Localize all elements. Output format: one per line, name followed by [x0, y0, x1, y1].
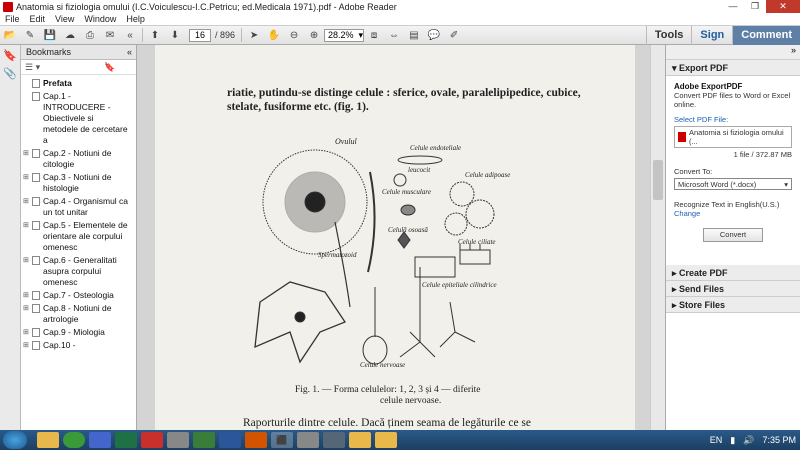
- bookmark-label: Cap.3 - Notiuni de histologie: [43, 172, 112, 193]
- excel-icon[interactable]: [115, 432, 137, 448]
- export-pdf-label: Export PDF: [679, 63, 729, 73]
- store-files-label: Store Files: [679, 300, 726, 310]
- send-files-header[interactable]: ▸ Send Files: [666, 281, 800, 297]
- network-icon[interactable]: ▮: [730, 434, 736, 445]
- open-icon[interactable]: 📂: [3, 29, 17, 41]
- menu-file[interactable]: File: [5, 14, 20, 24]
- bookmark-page-icon: [32, 173, 40, 182]
- bookmark-label: Cap.4 - Organismul ca un tot unitar: [43, 196, 129, 217]
- volume-icon[interactable]: 🔊: [743, 434, 755, 445]
- clock[interactable]: 7:35 PM: [762, 435, 796, 445]
- expand-icon[interactable]: ⊞: [23, 305, 29, 312]
- expand-icon[interactable]: ⊞: [23, 150, 29, 157]
- change-link[interactable]: Change: [674, 209, 701, 218]
- bookmark-label: Cap.7 - Osteologia: [43, 290, 114, 300]
- pdf-file-icon: [678, 132, 686, 142]
- store-files-header[interactable]: ▸ Store Files: [666, 297, 800, 313]
- folder-icon[interactable]: [349, 432, 371, 448]
- print-icon[interactable]: ⎙: [86, 29, 94, 41]
- bookmark-item[interactable]: [21, 195, 136, 219]
- chrome-icon[interactable]: [63, 432, 85, 448]
- zoom-out-icon[interactable]: ⊖: [289, 29, 299, 41]
- expand-icon[interactable]: [23, 91, 32, 146]
- zoom-dropdown[interactable]: [324, 29, 364, 42]
- expand-icon[interactable]: ⊞: [23, 342, 29, 349]
- collapse-icon[interactable]: «: [127, 29, 133, 41]
- bookmark-label: Cap.6 - Generalitati asupra corpului omenesc: [43, 255, 117, 287]
- expand-icon[interactable]: ⊞: [23, 257, 29, 264]
- menu-edit[interactable]: Edit: [29, 14, 46, 24]
- bookmark-page-icon: [32, 149, 40, 158]
- figure-caption: celule nervoase.: [380, 396, 442, 406]
- menu-bar: [0, 13, 800, 26]
- close-panel-icon[interactable]: «: [126, 47, 132, 57]
- title-bar: [0, 0, 800, 13]
- bookmark-item[interactable]: [21, 147, 136, 171]
- bookmark-page-icon: [32, 328, 40, 337]
- create-pdf-icon[interactable]: ✎: [25, 29, 35, 41]
- explorer-icon[interactable]: [37, 432, 59, 448]
- label-endothelial: Celule endoteliale: [410, 144, 462, 152]
- bookmark-page-icon: [32, 341, 40, 350]
- bookmark-label: Prefata: [43, 78, 72, 88]
- toolbar: [0, 26, 800, 45]
- read-mode-icon[interactable]: ▤: [409, 29, 419, 41]
- exportpdf-description: Convert PDF files to Word or Excel online.: [674, 91, 791, 109]
- expand-icon[interactable]: [23, 78, 32, 89]
- sticky-note-icon[interactable]: 💬: [427, 29, 441, 41]
- convert-button[interactable]: Convert: [703, 228, 763, 242]
- hand-tool-icon[interactable]: ✋: [267, 29, 281, 41]
- bookmark-item[interactable]: [21, 90, 136, 147]
- chevron-down-icon: ▾: [784, 179, 788, 189]
- bookmark-item[interactable]: [21, 326, 136, 339]
- menu-help[interactable]: Help: [126, 14, 145, 24]
- selected-file[interactable]: [674, 126, 792, 148]
- bookmark-item[interactable]: [21, 289, 136, 302]
- bookmark-item[interactable]: [21, 171, 136, 195]
- bookmark-item[interactable]: [21, 219, 136, 254]
- label-muscle: Celule musculare: [382, 188, 431, 196]
- label-bone-cell: Celulă osoasă: [388, 226, 428, 234]
- navigation-pane-tools: [0, 45, 21, 430]
- convert-format-value: Microsoft Word (*.docx): [678, 179, 757, 189]
- app-icon[interactable]: [141, 432, 163, 448]
- bookmark-page-icon: [32, 304, 40, 313]
- app-icon[interactable]: [89, 432, 111, 448]
- app-icon[interactable]: [245, 432, 267, 448]
- figure-caption: Fig. 1. — Forma celulelor: 1, 2, 3 și 4 — diferite: [295, 385, 481, 395]
- folder-icon[interactable]: [375, 432, 397, 448]
- paragraph-line: stelate, fusiforme etc. (fig. 1).: [227, 101, 369, 113]
- bookmarks-panel-icon[interactable]: 🔖: [3, 50, 17, 62]
- bookmark-item[interactable]: [21, 302, 136, 326]
- label-spermatozoid: Spermatozoid: [318, 251, 357, 259]
- convert-format-select[interactable]: [674, 178, 792, 190]
- exportpdf-title: Adobe ExportPDF: [674, 82, 743, 91]
- expand-icon[interactable]: ⊞: [23, 198, 29, 205]
- bookmark-item[interactable]: [21, 254, 136, 289]
- app-icon[interactable]: [297, 432, 319, 448]
- label-leucocyte: leucocit: [408, 166, 431, 174]
- chevron-down-icon: ▾: [358, 29, 364, 40]
- paragraph-line: riatie, putindu-se distinge celule : sferice, ovale, paralelipipedice, cubice,: [227, 87, 581, 99]
- sign-button[interactable]: Sign: [691, 26, 732, 45]
- start-button[interactable]: [3, 431, 27, 449]
- bookmarks-title: Bookmarks: [26, 47, 72, 57]
- fit-page-icon[interactable]: ⧈: [370, 29, 378, 41]
- expand-icon[interactable]: ⊞: [23, 174, 29, 181]
- app-icon[interactable]: [167, 432, 189, 448]
- language-indicator[interactable]: EN: [709, 435, 723, 445]
- pdf-page: [155, 45, 635, 430]
- bookmark-label: Cap.1 - INTRODUCERE - Obiectivele si metodele de cercetare a: [43, 91, 128, 145]
- send-files-label: Send Files: [679, 284, 725, 294]
- bookmark-page-icon: [32, 92, 40, 101]
- minimize-button[interactable]: —: [728, 1, 738, 11]
- window-title: Anatomia si fiziologia omului (I.C.Voiculescu-I.C.Petricu; ed.Medicala 1971).pdf - Adobe Reader: [16, 1, 397, 12]
- tools-button[interactable]: Tools: [646, 26, 692, 45]
- toolbar-divider: [142, 28, 143, 42]
- page-count: / 896: [215, 30, 236, 40]
- bookmark-page-icon: [32, 256, 40, 265]
- export-pdf-header[interactable]: ▾ Export PDF: [666, 60, 800, 76]
- bookmark-label: Cap.8 - Notiuni de artrologie: [43, 303, 112, 324]
- collapse-pane-icon[interactable]: »: [666, 45, 800, 60]
- maximize-button[interactable]: ❐: [750, 1, 760, 11]
- bookmark-item[interactable]: [21, 339, 136, 352]
- zoom-value: 28.2%: [328, 29, 354, 40]
- word-icon[interactable]: [219, 432, 241, 448]
- email-icon[interactable]: ✉: [105, 29, 115, 41]
- windows-taskbar: [0, 430, 800, 450]
- save-icon[interactable]: 💾: [43, 29, 57, 41]
- page-number-input[interactable]: 16: [189, 29, 211, 42]
- bookmark-page-icon: [32, 291, 40, 300]
- bookmark-label: Cap.10 -: [43, 340, 76, 350]
- new-bookmark-icon[interactable]: 🔖: [104, 61, 116, 72]
- bookmark-item[interactable]: [21, 77, 136, 90]
- prev-page-icon[interactable]: ⬆: [150, 29, 160, 41]
- label-cylindrical: Celule epiteliale cilindrice: [422, 281, 497, 289]
- expand-icon[interactable]: ⊞: [23, 329, 29, 336]
- label-ovul: Ovulul: [335, 137, 357, 146]
- vertical-scrollbar[interactable]: [650, 45, 665, 430]
- convert-to-label: Convert To:: [674, 167, 713, 176]
- expand-icon[interactable]: ⊞: [23, 222, 29, 229]
- tools-pane: [665, 45, 800, 430]
- options-icon[interactable]: ☰ ▾: [25, 61, 41, 72]
- create-pdf-header[interactable]: ▸ Create PDF: [666, 265, 800, 281]
- bookmark-page-icon: [32, 197, 40, 206]
- highlight-icon[interactable]: ✐: [449, 29, 459, 41]
- upload-cloud-icon[interactable]: ☁: [65, 29, 75, 41]
- attachments-icon[interactable]: 📎: [3, 68, 17, 80]
- label-ciliate: Celule ciliate: [458, 238, 496, 246]
- zoom-in-icon[interactable]: ⊕: [309, 29, 319, 41]
- adobe-reader-taskbar-icon[interactable]: ⬛: [271, 432, 293, 448]
- bookmark-page-icon: [32, 79, 40, 88]
- paragraph-line: Raporturile dintre celule. Dacă ținem seama de legăturile ce se: [243, 417, 532, 429]
- scroll-thumb[interactable]: [653, 160, 663, 200]
- create-pdf-label: Create PDF: [679, 268, 728, 278]
- cell-forms-figure: [250, 132, 530, 372]
- label-nerve-cells: Celule nervoase: [360, 361, 406, 369]
- toolbar-divider: [241, 28, 242, 42]
- file-name: Anatomia si fiziologia omului (...: [689, 128, 784, 146]
- recognize-text-label: Recognize Text in English(U.S.): [674, 200, 780, 209]
- select-file-label: Select PDF File:: [674, 115, 729, 124]
- expand-icon[interactable]: ⊞: [23, 292, 29, 299]
- next-page-icon[interactable]: ⬇: [170, 29, 180, 41]
- select-cursor-icon[interactable]: ➤: [249, 29, 259, 41]
- document-view[interactable]: [137, 45, 665, 430]
- bookmark-label: Cap.5 - Elementele de orientare ale corpului omenesc: [43, 220, 128, 252]
- label-adipose: Celule adipoase: [465, 171, 511, 179]
- app-icon[interactable]: [323, 432, 345, 448]
- fit-width-icon[interactable]: ⇔: [389, 29, 400, 41]
- adobe-reader-icon: [3, 2, 13, 12]
- app-icon[interactable]: [193, 432, 215, 448]
- menu-window[interactable]: Window: [84, 14, 117, 24]
- bookmark-label: Cap.9 - Miologia: [43, 327, 105, 337]
- bookmark-label: Cap.2 - Notiuni de citologie: [43, 148, 112, 169]
- bookmark-page-icon: [32, 221, 40, 230]
- comment-button[interactable]: Comment: [732, 26, 800, 45]
- file-info: 1 file / 372.87 MB: [733, 150, 792, 159]
- close-button[interactable]: ✕: [766, 0, 800, 13]
- menu-view[interactable]: View: [55, 14, 75, 24]
- bookmarks-panel: [21, 45, 137, 430]
